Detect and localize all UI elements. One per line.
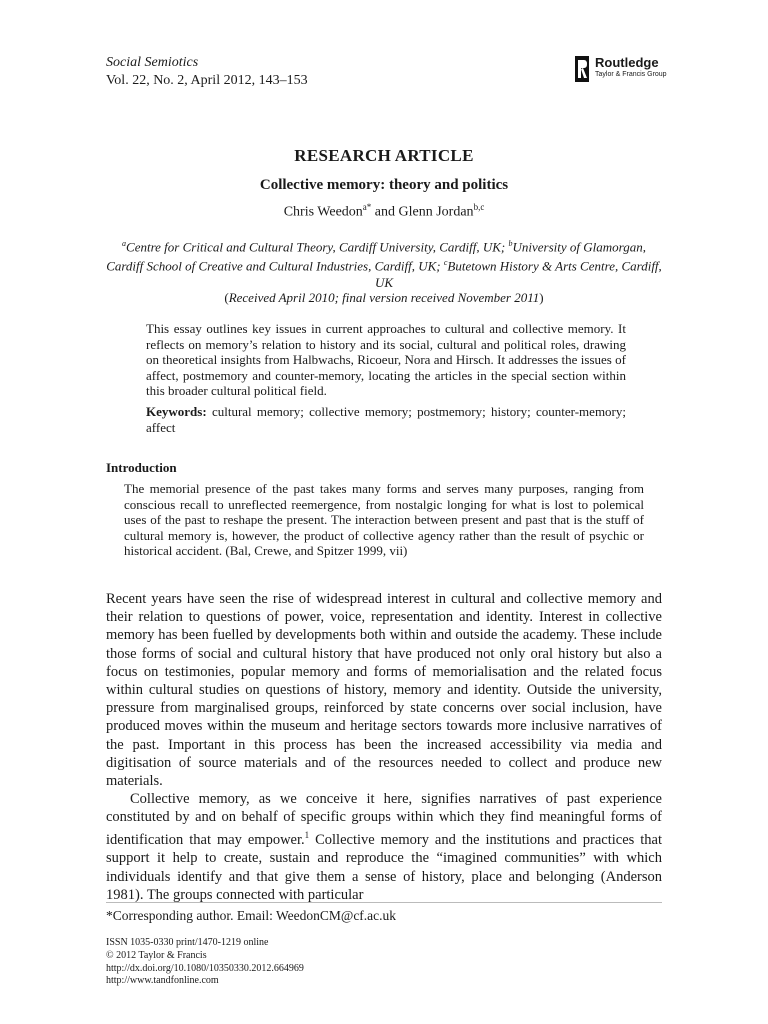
publisher-url[interactable]: http://www.tandfonline.com [106,975,219,987]
journal-volume: Vol. 22, No. 2, April 2012, 143–153 [106,73,308,88]
article-type: RESEARCH ARTICLE [294,146,474,165]
body-paragraph-1: Recent years have seen the rise of widespread interest in cultural and collective memory and their relation to questions of power, voice, representation and identity. Interest in collective memory has been fuelled by developments both within and outside the academy. These include those forms of social and cultural history that have produced not only oral history but also a focus on testimonies, popular memory and forms of memorialisation and the related focus within cultural studies on questions of history, memory and identity. Outside the university, pressure from marginalised groups, reinforced by state concerns over social inclusion, have produced moves within the museum and heritage sectors towards more inclusive narratives of the past. Important in this process has been the increased accessibility via media and digitisation of source materials and of the resources needed to collect and produce new materials. [106,591,662,790]
author-2-affil: b,c [473,202,485,212]
keywords-text: cultural memory; collective memory; postmemory; history; counter-memory; affect [146,404,626,435]
doi-link[interactable]: http://dx.doi.org/10.1080/10350330.2012.664969 [106,962,304,974]
received-dates [0,290,768,306]
footnote-divider [106,902,662,903]
affil-a-marker: a [122,239,127,248]
publisher-group: Taylor & Francis Group [595,71,667,78]
keywords [146,404,626,435]
affil-c: Butetown History & Arts Centre, Cardiff, UK [374,258,662,290]
author-1: Chris Weedon [283,204,363,220]
affiliations [106,236,662,291]
copyright: © 2012 Taylor & Francis [106,949,207,961]
footnote-ref: 1 [304,830,310,841]
keywords-label: Keywords: [146,404,207,419]
received-open-paren: ( [224,290,229,305]
abstract: This essay outlines key issues in current approaches to cultural and collective memory. It reflects on memory’s relation to history and its social, cultural and political roles, drawing on theoretical insights from Halbwachs, Ricoeur, Nora and Hirsch. It addresses the issues of affect, postmemory and counter-memory, locating the articles in the special section within this broader cultural political field. [146,321,626,398]
para2-text-b: Collective memory and the institutions and practices that support it help to create, sustain and reproduce the “imagined communities” with which individuals identify and that give them a sense of history, place and belonging (Anderson 1981). The groups connected with particular [106,832,662,903]
affil-b: University of Glamorgan, Cardiff School of Creative and Cultural Industries, Cardiff, UK; [106,239,646,274]
section-heading: Introduction [106,460,177,475]
affil-a: Centre for Critical and Cultural Theory, Cardiff University, Cardiff, UK; [126,239,509,255]
affil-c-marker: c [443,258,448,268]
journal-name: Social Semiotics [106,55,199,70]
corresponding-author: *Corresponding author. Email: WeedonCM@cf.ac.uk [106,908,397,923]
block-quote: The memorial presence of the past takes many forms and serves many purposes, ranging from conscious recall to unreflected reemergence, from nostalgic longing for what is lost to polemical uses of the past to reshape the present. The interaction between present and past that is the stuff of cultural memory is, however, the product of collective agency rather than the result of psychic or historical accident. (Bal, Crewe, and Spitzer 1999, vii) [124,481,644,558]
routledge-r-mark-icon [575,56,589,82]
journal-header [106,54,308,90]
author-line [0,202,768,221]
received-close-paren: ) [539,290,544,305]
publisher-logo [575,56,695,84]
author-joiner: and [371,204,399,220]
author-2: Glenn Jordan [398,204,474,220]
author-1-affil: a* [362,202,372,212]
publication-meta [106,937,304,988]
para2-text-a: Collective memory, as we conceive it here, signifies narratives of past experience constituted by and on behalf of specific groups within which they find meaningful forms of identification that may empower. [106,791,662,849]
article-title: Collective memory: theory and politics [259,177,509,193]
body-paragraph-2 [106,790,662,904]
received-text: Received April 2010; final version received November 2011 [228,290,540,305]
affil-b-marker: b [508,239,513,248]
publisher-brand: Routledge [595,55,659,70]
issn: ISSN 1035-0330 print/1470-1219 online [106,937,269,948]
